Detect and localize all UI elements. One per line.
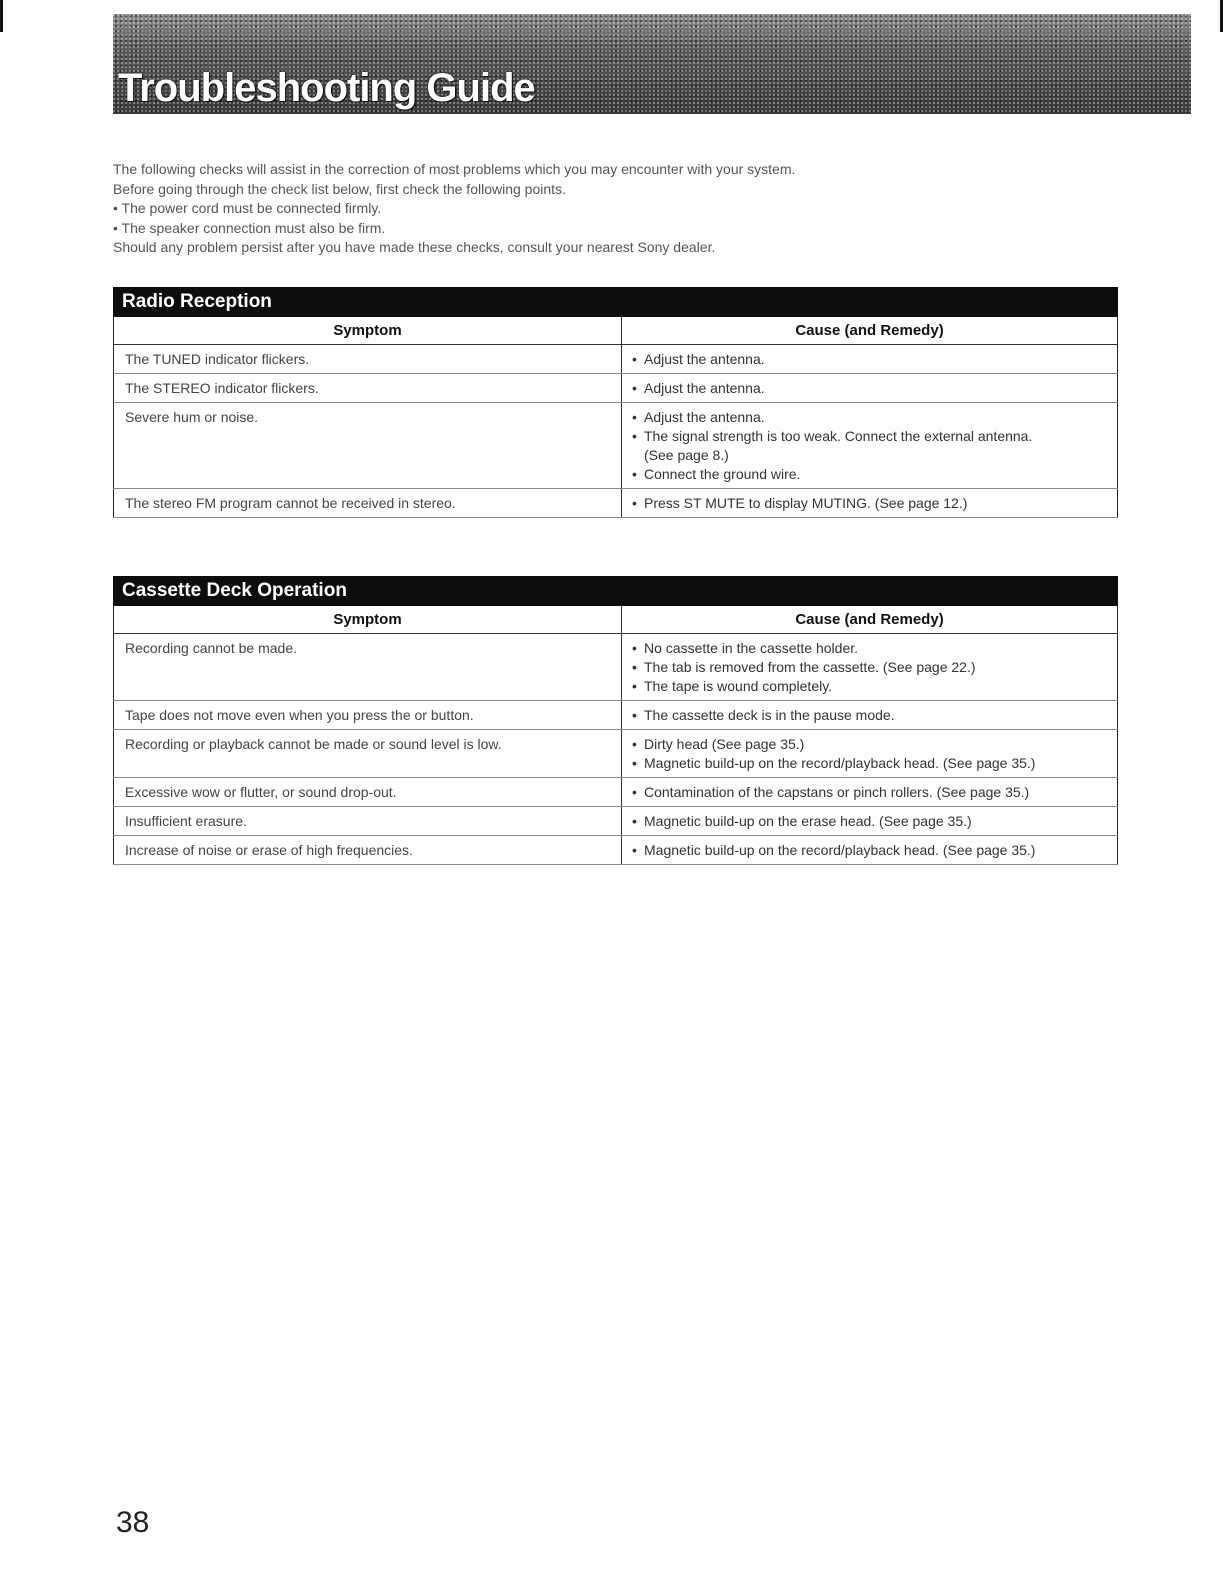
intro-line: Before going through the check list below, first check the following points. xyxy=(113,180,566,197)
cause-column-header: Cause (and Remedy) xyxy=(622,317,1118,345)
cause-item: • The tab is removed from the cassette. (See page 22.) xyxy=(632,658,1107,677)
cause-cell xyxy=(622,374,1118,403)
section-title-bar: Cassette Deck Operation xyxy=(113,576,1118,606)
intro-line: Should any problem persist after you have made these checks, consult your nearest Sony dealer. xyxy=(113,239,716,255)
table-row xyxy=(114,807,1118,836)
cause-item: • Adjust the antenna. xyxy=(632,379,1107,398)
cause-cell xyxy=(622,489,1118,518)
section-title-bar: Radio Reception xyxy=(113,287,1118,317)
cause-item: • Dirty head (See page 35.) xyxy=(632,735,1107,754)
table-header-row xyxy=(114,606,1118,634)
cause-cell xyxy=(622,403,1118,489)
cause-cell xyxy=(622,730,1118,778)
table-row xyxy=(114,634,1118,701)
intro-line: The following checks will assist in the correction of most problems which you may encounter with your system. xyxy=(113,161,796,177)
symptom-cell: Excessive wow or flutter, or sound drop-out. xyxy=(114,778,622,807)
symptom-cell: The TUNED indicator flickers. xyxy=(114,345,622,374)
cause-item: • The tape is wound completely. xyxy=(632,677,1107,696)
table-row xyxy=(114,489,1118,518)
cause-cell xyxy=(622,807,1118,836)
cause-cell xyxy=(622,778,1118,807)
cause-item: • Connect the ground wire. xyxy=(632,465,1107,484)
cause-item: • Adjust the antenna. xyxy=(632,408,1107,427)
cause-item: • Magnetic build-up on the erase head. (See page 35.) xyxy=(632,812,1107,831)
cause-cell xyxy=(622,701,1118,730)
intro-text xyxy=(113,160,1113,258)
title-banner xyxy=(113,14,1191,114)
cause-cell xyxy=(622,836,1118,865)
scan-edge-mark-right xyxy=(1220,0,1223,32)
page-title: Troubleshooting Guide xyxy=(118,66,535,110)
cause-item: • Adjust the antenna. xyxy=(632,350,1107,369)
symptom-cell: Insufficient erasure. xyxy=(114,807,622,836)
cassette-trouble-table xyxy=(113,606,1118,865)
table-row xyxy=(114,701,1118,730)
cause-column-header: Cause (and Remedy) xyxy=(622,606,1118,634)
table-row xyxy=(114,345,1118,374)
table-row xyxy=(114,374,1118,403)
symptom-cell: The STEREO indicator flickers. xyxy=(114,374,622,403)
cause-item-continuation: (See page 8.) xyxy=(644,447,729,463)
symptom-cell: Tape does not move even when you press the or button. xyxy=(114,701,622,730)
cause-item: • The signal strength is too weak. Connect the external antenna. xyxy=(632,427,1107,446)
symptom-column-header: Symptom xyxy=(114,606,622,634)
cause-item: • Contamination of the capstans or pinch rollers. (See page 35.) xyxy=(632,783,1107,802)
cause-item: • The cassette deck is in the pause mode. xyxy=(632,706,1107,725)
cause-item: • Press ST MUTE to display MUTING. (See page 12.) xyxy=(632,494,1107,513)
symptom-cell: The stereo FM program cannot be received in stereo. xyxy=(114,489,622,518)
radio-trouble-table xyxy=(113,317,1118,518)
intro-line: • The speaker connection must also be firm. xyxy=(113,219,386,236)
cause-item: • Magnetic build-up on the record/playback head. (See page 35.) xyxy=(632,754,1107,773)
symptom-column-header: Symptom xyxy=(114,317,622,345)
table-row xyxy=(114,730,1118,778)
table-row xyxy=(114,403,1118,489)
symptom-cell: Severe hum or noise. xyxy=(114,403,622,489)
cause-item: • Magnetic build-up on the record/playback head. (See page 35.) xyxy=(632,841,1107,860)
cause-cell xyxy=(622,345,1118,374)
table-row xyxy=(114,778,1118,807)
symptom-cell: Increase of noise or erase of high frequencies. xyxy=(114,836,622,865)
symptom-cell: Recording or playback cannot be made or sound level is low. xyxy=(114,730,622,778)
intro-line: • The power cord must be connected firmly. xyxy=(113,200,382,216)
table-header-row xyxy=(114,317,1118,345)
symptom-cell: Recording cannot be made. xyxy=(114,634,622,701)
cassette-deck-section xyxy=(113,576,1118,865)
scan-edge-mark-left xyxy=(0,0,3,32)
cause-item: • No cassette in the cassette holder. xyxy=(632,639,1107,658)
cause-cell xyxy=(622,634,1118,701)
table-row xyxy=(114,836,1118,865)
page-number: 38 xyxy=(116,1506,150,1539)
radio-reception-section xyxy=(113,287,1118,518)
